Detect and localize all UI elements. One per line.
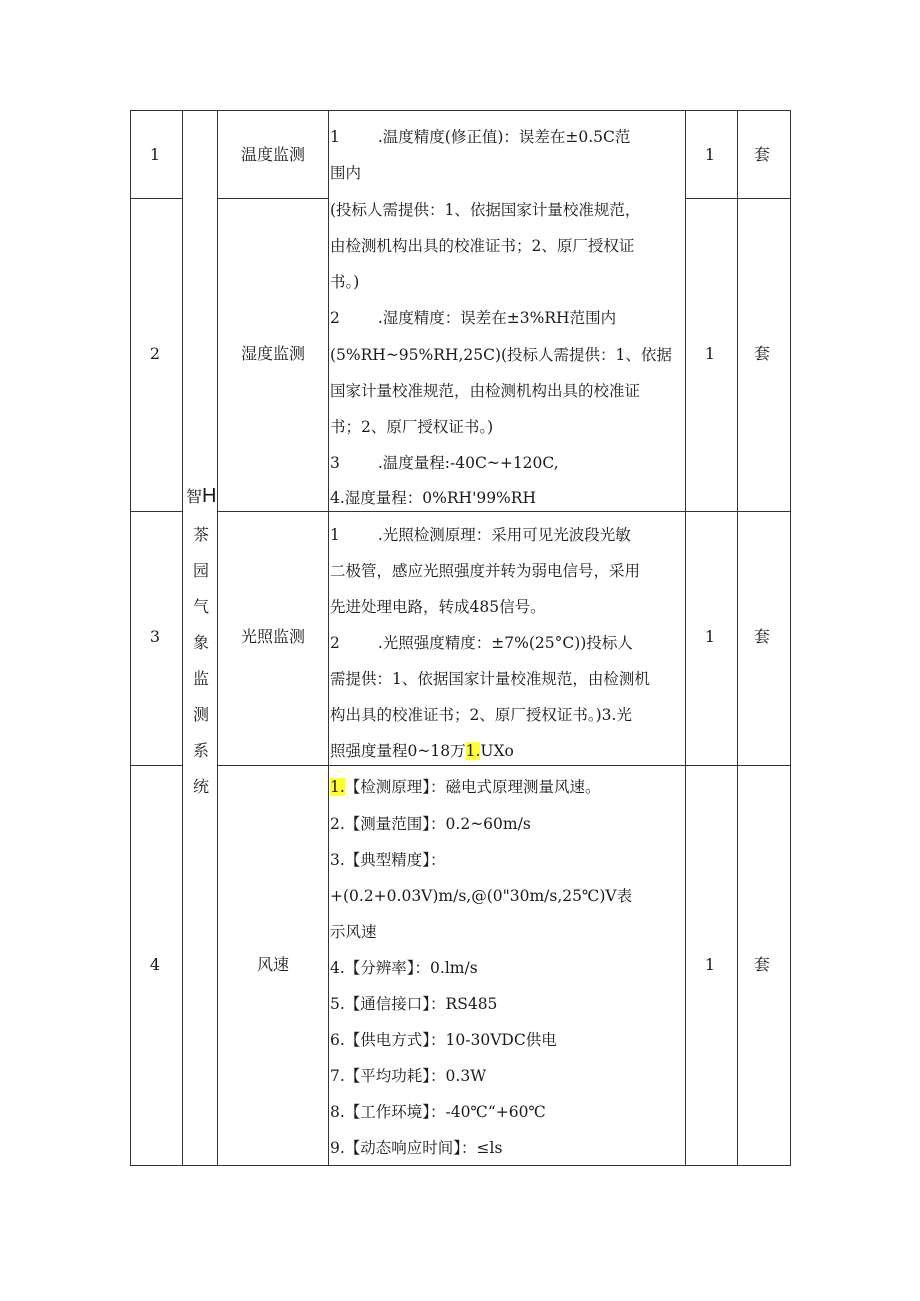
spec-line: 二极管，感应光照强度并转为弱电信号，采用 <box>330 562 641 580</box>
spec-line: 需提供：1、依据国家计量校准规范，由检测机 <box>330 670 650 688</box>
item-name: 温度监测 <box>240 145 306 164</box>
spec-line: (投标人需提供：1、依据国家计量校准规范， <box>330 201 641 219</box>
spec-line: 1 .光照检测原理：采用可见光波段光敏 <box>330 526 631 544</box>
spec-line: 先进处理电路，转成485信号。 <box>330 598 546 616</box>
quantity: 1 <box>704 145 716 164</box>
spec-line: 书。) <box>330 273 360 291</box>
table-border-left <box>130 110 131 1165</box>
spec-line: 构出具的校准证书；2、原厂授权证书。)3.光 <box>330 706 632 724</box>
category-mark: H <box>202 485 217 507</box>
highlight: 1. <box>465 742 481 760</box>
category-char: 气 <box>192 597 209 616</box>
row-divider <box>130 511 182 512</box>
spec-line: 国家计量校准规范，由检测机构出具的校准证 <box>330 382 641 400</box>
item-name: 湿度监测 <box>240 344 306 363</box>
unit: 套 <box>753 955 771 974</box>
spec-line: 2 .光照强度精度：±7%(25°C))投标人 <box>330 634 633 652</box>
spec-line: 6.【供电方式】：10-30VDC供电 <box>330 1031 557 1049</box>
category-char: 象 <box>192 633 209 652</box>
spec-line: 示风速 <box>330 923 377 941</box>
quantity: 1 <box>704 344 716 363</box>
spec-line: (5%RH~95%RH,25C)(投标人需提供：1、依据 <box>330 346 672 364</box>
unit: 套 <box>753 344 771 363</box>
spec-line: 2.【测量范围】：0.2~60m/s <box>330 815 531 833</box>
spec-line: 4.【分辨率】：0.lm/s <box>330 959 478 977</box>
row-number: 3 <box>149 627 161 646</box>
category-prefix-char: 智 <box>186 487 203 506</box>
category-char: 统 <box>192 777 209 796</box>
category-prefix <box>186 486 216 507</box>
quantity: 1 <box>704 627 716 646</box>
spec-line: 4.湿度量程：0%RH'99%RH <box>330 489 536 507</box>
quantity: 1 <box>704 955 716 974</box>
category-char: 园 <box>192 561 209 580</box>
table-col-divider <box>217 110 218 1165</box>
category-char: 监 <box>192 669 209 688</box>
row-number: 1 <box>149 145 161 164</box>
spec-line: 照强度量程0~18万1.UXo <box>330 742 514 760</box>
spec-line: 3.【典型精度】： <box>330 851 446 869</box>
table-col-divider <box>737 110 738 1165</box>
spec-line: 由检测机构出具的校准证书；2、原厂授权证 <box>330 237 635 255</box>
spec-line: 5.【通信接口】：RS485 <box>330 995 498 1013</box>
unit: 套 <box>753 627 771 646</box>
spec-line: 2 .湿度精度：误差在±3%RH范围内 <box>330 309 617 327</box>
table-col-divider <box>328 110 329 1165</box>
category-char: 系 <box>192 741 209 760</box>
row-divider <box>685 198 790 199</box>
table-col-divider <box>182 110 183 1165</box>
row-number: 2 <box>149 344 161 363</box>
spec-line: 书；2、原厂授权证书。) <box>330 418 494 436</box>
row-divider <box>130 198 182 199</box>
spec-line: 9.【动态响应时间】：≤ls <box>330 1139 503 1157</box>
spec-line: 3 .温度量程:-40C~+120C, <box>330 454 559 472</box>
spec-line: 1.【检测原理】：磁电式原理测量风速。 <box>330 778 601 796</box>
row-divider <box>130 765 182 766</box>
item-name: 光照监测 <box>240 627 306 646</box>
unit: 套 <box>753 145 771 164</box>
row-divider <box>217 198 328 199</box>
spec-line: 围内 <box>330 164 362 182</box>
category-char: 测 <box>192 705 209 724</box>
highlight: 1. <box>330 778 345 796</box>
table-col-divider <box>685 110 686 1165</box>
spec-line: 7.【平均功耗】：0.3W <box>330 1067 487 1085</box>
spec-line: +(0.2+0.03V)m/s,@(0"30m/s,25℃)V表 <box>330 887 633 905</box>
table-border-right <box>790 110 791 1166</box>
category-char: 茶 <box>192 525 209 544</box>
row-number: 4 <box>149 955 161 974</box>
spec-line: 1 .温度精度(修正值)：误差在±0.5C范 <box>330 128 631 146</box>
spec-line: 8.【工作环境】：-40℃“+60℃ <box>330 1103 546 1121</box>
spec-text-column <box>330 0 685 1301</box>
item-name: 风速 <box>256 955 290 974</box>
